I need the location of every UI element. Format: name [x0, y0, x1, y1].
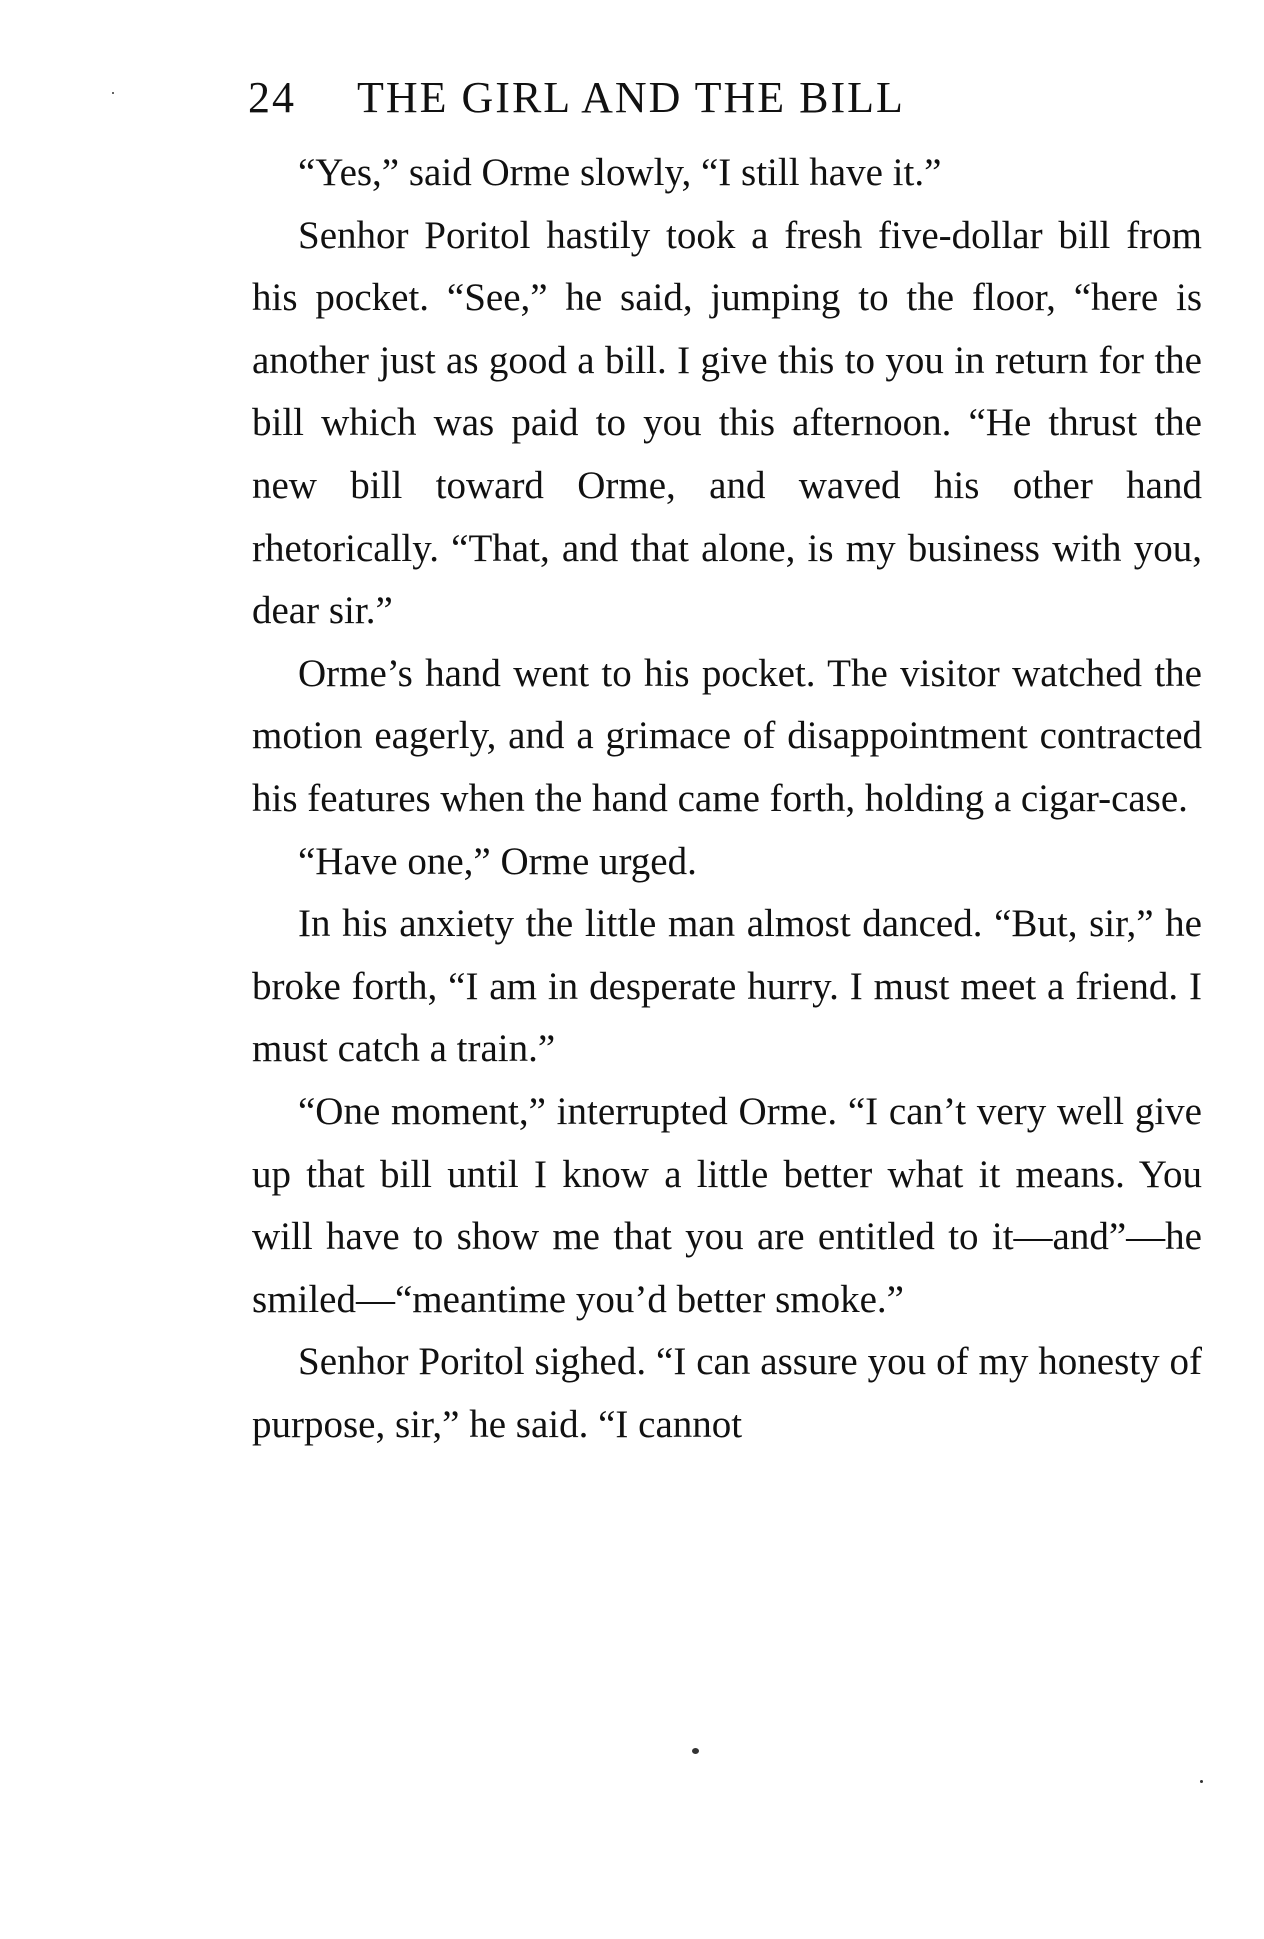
paragraph-7: Senhor Poritol sighed. “I can assure you of my honesty of purpose, sir,” he said. “I cannot: [252, 1340, 1202, 1446]
page-number: 24: [248, 73, 296, 122]
paragraph-5: In his anxiety the little man almost danced. “But, sir,” he broke forth, “I am in desperate hurry. I must meet a friend. I must catch a train.”: [252, 902, 1202, 1071]
scan-speck: [692, 1748, 699, 1754]
body-text: [252, 142, 1202, 1456]
scan-speck: [112, 92, 114, 94]
scan-speck: [1200, 1780, 1203, 1783]
paragraph-2: Senhor Poritol hastily took a fresh five-dollar bill from his pocket. “See,” he said, jumping to the floor, “here is another just as good a bill. I give this to you in return for the bill which was paid to you this afternoon. “He thrust the new bill toward Orme, and waved his other hand rhetorically. “That, and that alone, is my business with you, dear sir.”: [252, 213, 1202, 633]
paragraph-3: Orme’s hand went to his pocket. The visitor watched the motion eagerly, and a grimace of disappointment contracted his features when the hand came forth, holding a cigar-case.: [252, 651, 1202, 820]
paragraph-1: “Yes,” said Orme slowly, “I still have it.”: [298, 151, 942, 194]
paragraph-4: “Have one,” Orme urged.: [298, 839, 697, 883]
paragraph-6: “One moment,” interrupted Orme. “I can’t very well give up that bill until I know a little better what it means. You will have to show me that you are entitled to it—and”—he smiled—“meantime you’d better smoke.”: [252, 1089, 1202, 1321]
running-title: THE GIRL AND THE BILL: [357, 73, 905, 122]
running-header: [248, 72, 1078, 132]
